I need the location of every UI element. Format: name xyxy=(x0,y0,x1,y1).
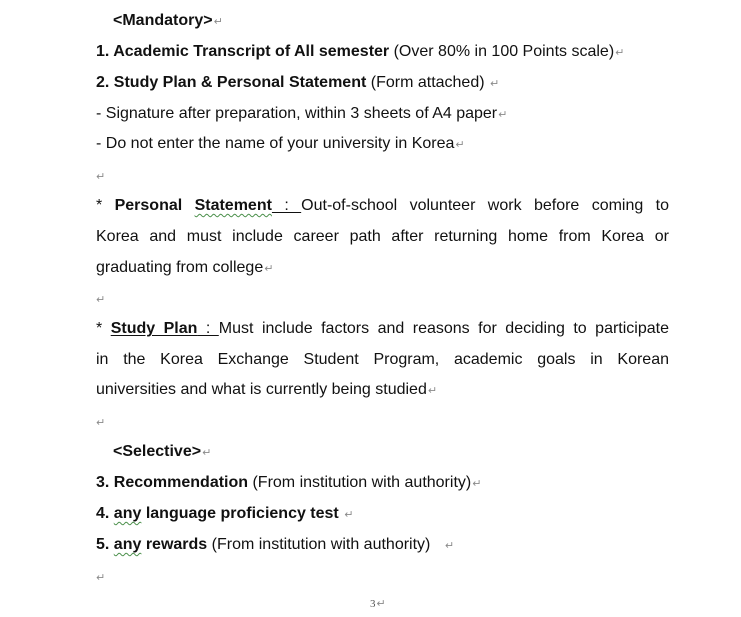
item-2-title: 2. Study Plan & Personal Statement xyxy=(96,74,367,91)
ps-line-1: Out-of-school volunteer work before coming to xyxy=(301,197,669,214)
paragraph-mark-icon: ↵ xyxy=(96,417,106,429)
paragraph-mark-icon: ↵ xyxy=(498,109,508,121)
sp-label: Study Plan xyxy=(110,320,198,337)
ps-prefix: * xyxy=(96,197,115,214)
item-4 xyxy=(96,504,353,525)
item-3-title: 3. Recommendation xyxy=(96,474,249,491)
dash-line-1: - Signature after preparation, within 3 sheets of A4 paper xyxy=(96,105,498,122)
ps-label-b: Statement xyxy=(194,197,272,214)
paragraph-mark-icon: ↵ xyxy=(213,16,223,28)
sp-colon: : xyxy=(197,320,219,337)
item-5-prefix: 5. xyxy=(96,536,114,553)
study-plan-line-3 xyxy=(96,380,437,401)
personal-statement-line-1 xyxy=(96,196,669,216)
paragraph-mark-icon: ↵ xyxy=(96,171,106,183)
item-5 xyxy=(96,535,454,556)
ps-label-a: Personal xyxy=(114,197,195,214)
paragraph-mark-icon: ↵ xyxy=(455,139,465,151)
item-5-any: any xyxy=(113,536,142,553)
sp-line-2: in the Korea Exchange Student Program, academic goals in Korean xyxy=(96,351,669,368)
item-2 xyxy=(96,73,499,94)
item-1 xyxy=(96,42,624,63)
mandatory-header-text: <Mandatory> xyxy=(113,12,213,29)
paragraph-mark-icon: ↵ xyxy=(344,509,354,521)
item-3-note: (From institution with authority) xyxy=(248,474,472,491)
ps-line-3: graduating from college xyxy=(96,259,264,276)
page-number xyxy=(370,597,386,610)
item-3 xyxy=(96,473,481,494)
sp-line-1: Must include factors and reasons for deciding to participate xyxy=(218,320,669,337)
item-2-note: (Form attached) xyxy=(366,74,489,91)
item-1-title: 1. Academic Transcript of All semester xyxy=(96,43,390,60)
sp-prefix: * xyxy=(96,320,111,337)
paragraph-mark-icon: ↵ xyxy=(96,572,106,584)
paragraph-mark-icon: ↵ xyxy=(264,263,274,275)
paragraph-mark-icon: ↵ xyxy=(376,598,386,610)
selective-header-text: <Selective> xyxy=(113,443,202,460)
personal-statement-line-3 xyxy=(96,258,273,279)
paragraph-mark-icon: ↵ xyxy=(202,447,212,459)
paragraph-mark-icon: ↵ xyxy=(427,385,438,397)
study-plan-line-1 xyxy=(96,319,669,339)
study-plan-line-2 xyxy=(96,350,669,370)
ps-colon: : xyxy=(271,197,302,214)
mandatory-header xyxy=(113,11,223,32)
item-2-detail-signature xyxy=(96,104,507,125)
item-4-any: any xyxy=(113,505,142,522)
paragraph-mark-icon: ↵ xyxy=(615,47,625,59)
selective-header xyxy=(113,442,211,463)
personal-statement-line-2 xyxy=(96,227,669,247)
dash-line-2: - Do not enter the name of your university in Korea xyxy=(96,135,455,152)
item-2-detail-university xyxy=(96,134,465,155)
item-1-note: (Over 80% in 100 Points scale) xyxy=(389,43,615,60)
item-5-rest: rewards xyxy=(141,536,208,553)
paragraph-mark-icon: ↵ xyxy=(472,478,482,490)
paragraph-mark-icon: ↵ xyxy=(444,540,455,552)
page-number-text: 3 xyxy=(370,598,376,610)
ps-line-2: Korea and must include career path after returning home from Korea or xyxy=(96,228,669,245)
sp-line-3: universities and what is currently being studied xyxy=(96,381,427,398)
paragraph-mark-icon: ↵ xyxy=(96,294,106,306)
item-4-prefix: 4. xyxy=(96,505,114,522)
paragraph-mark-icon: ↵ xyxy=(490,78,500,90)
item-5-note: (From institution with authority) xyxy=(207,536,435,553)
item-4-rest: language proficiency test xyxy=(141,505,344,522)
